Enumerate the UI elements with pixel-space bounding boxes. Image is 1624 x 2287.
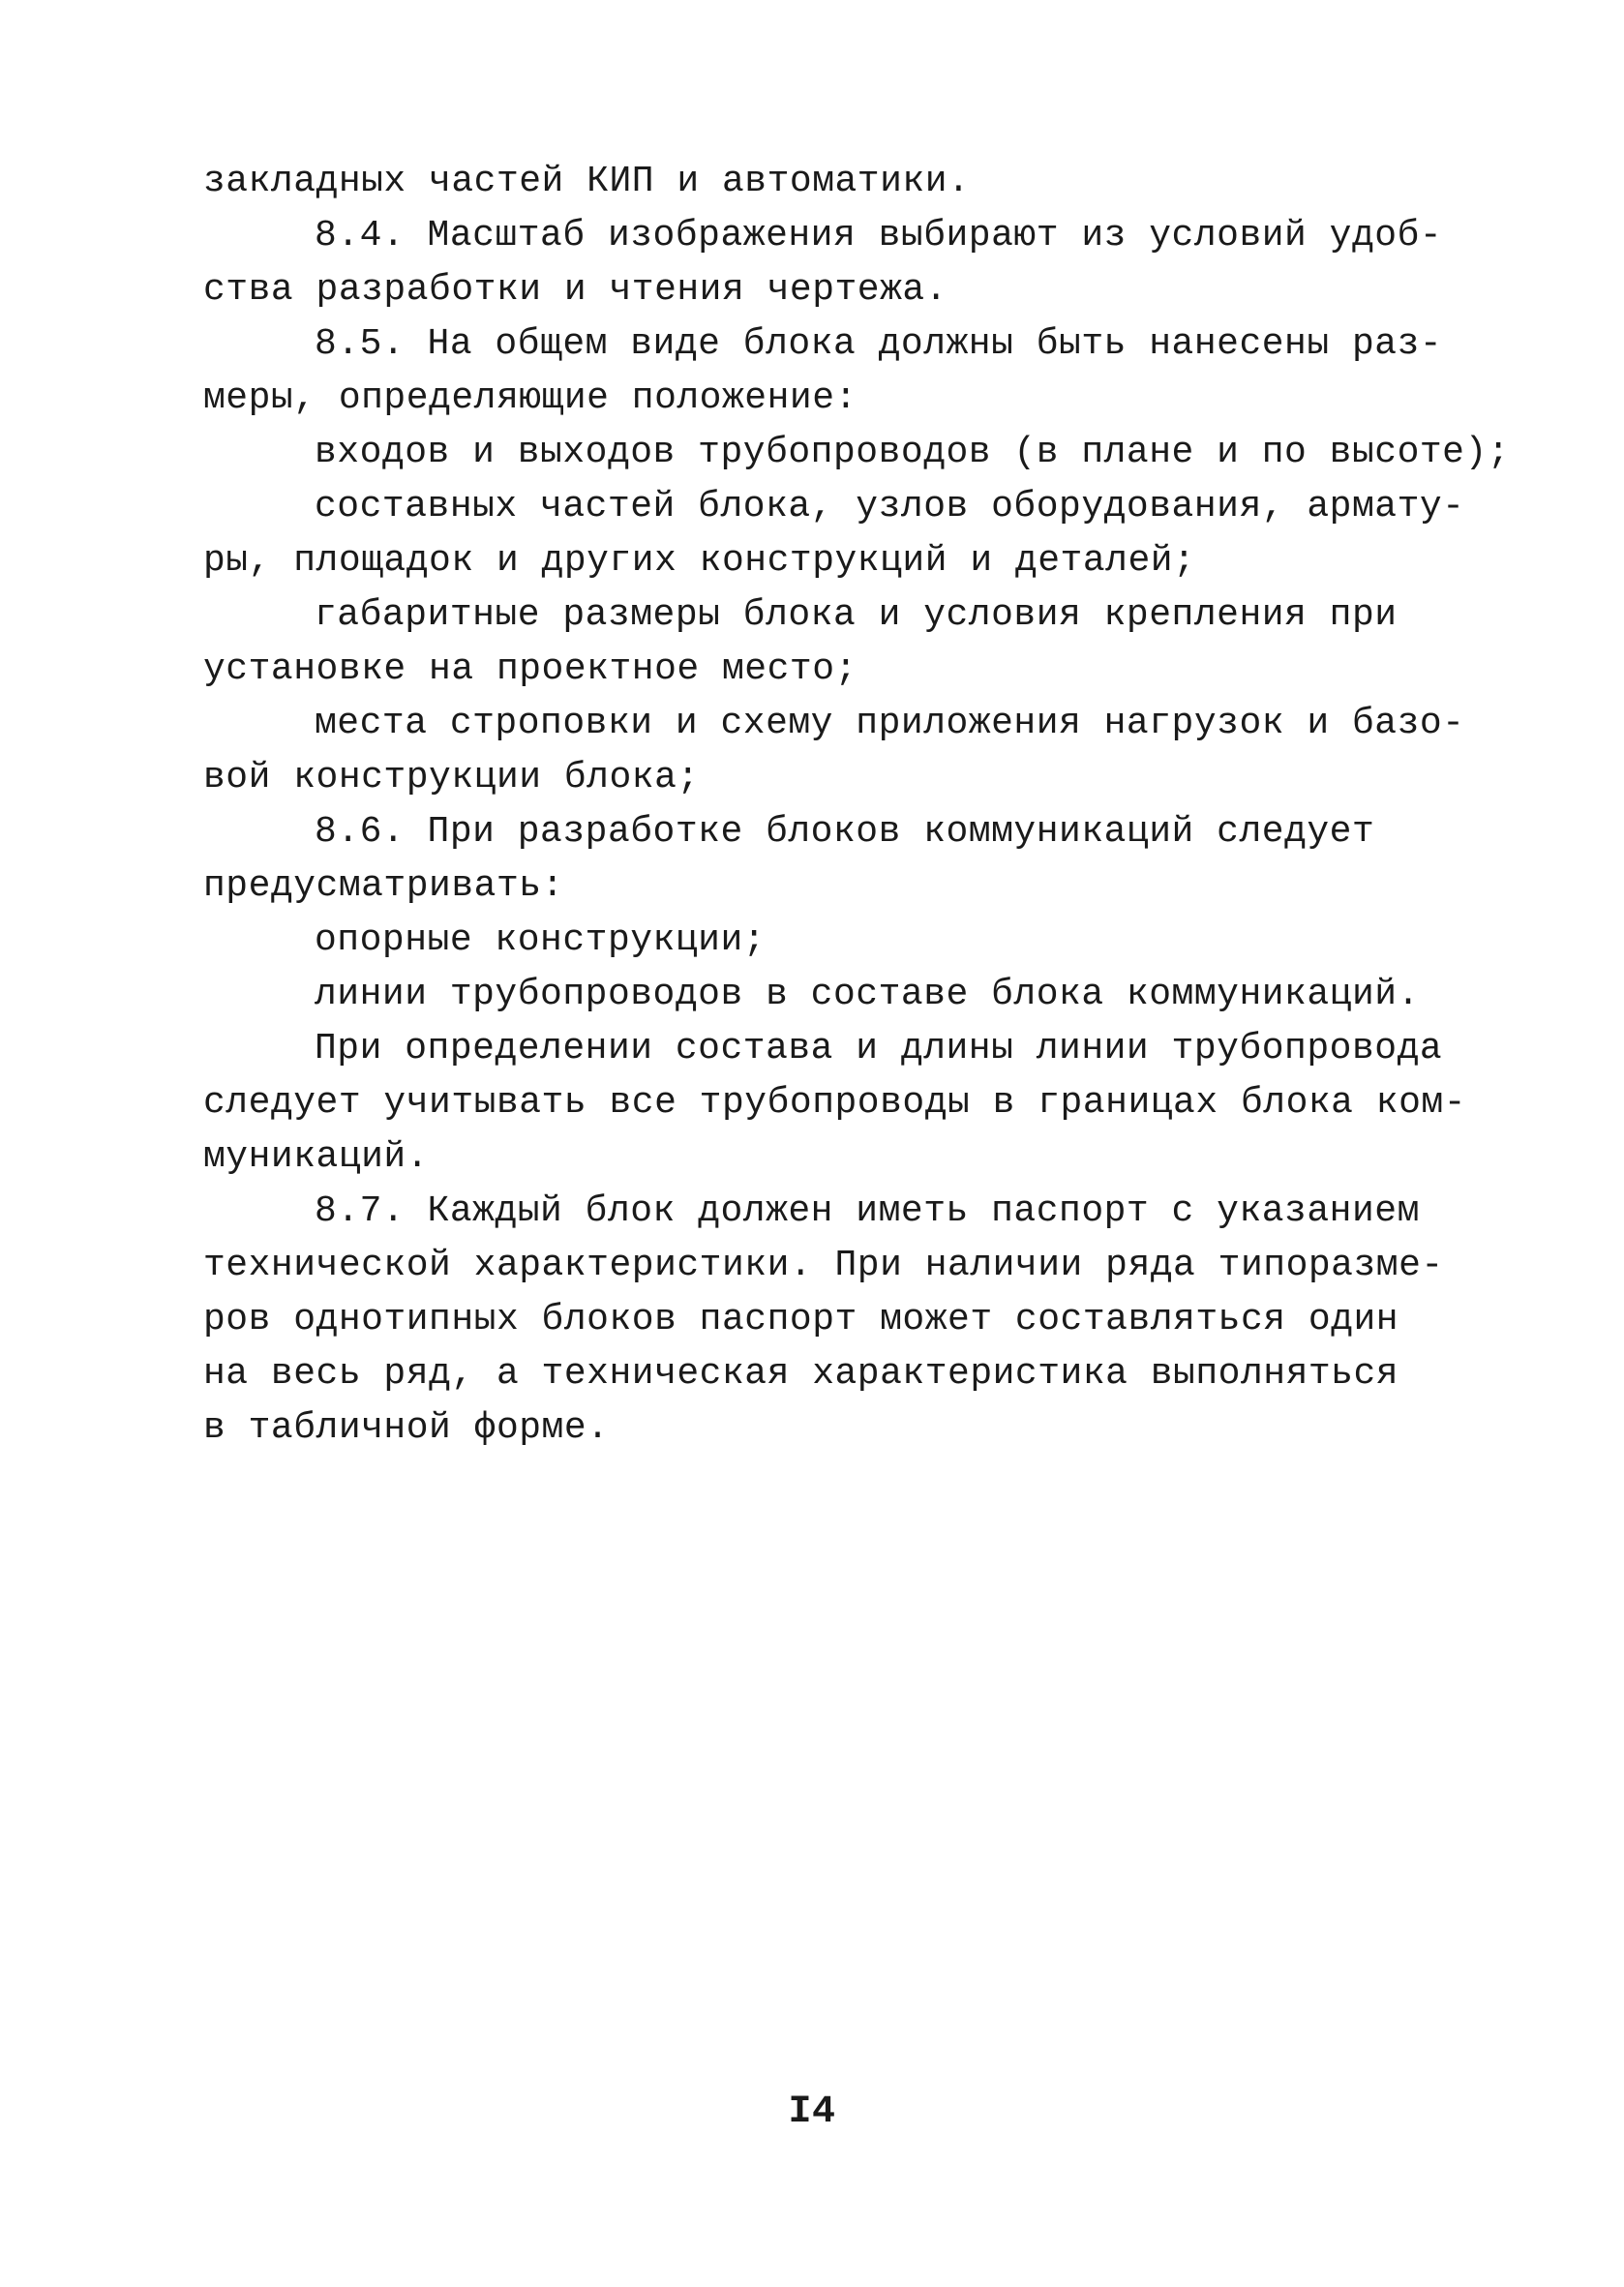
text-line: линии трубопроводов в составе блока коммуникаций. bbox=[315, 974, 1420, 1015]
page-number: I4 bbox=[788, 2091, 836, 2134]
text-line: технической характеристики. При наличии ряда типоразме- bbox=[203, 1245, 1444, 1286]
text-line: закладных частей КИП и автоматики. bbox=[203, 161, 971, 202]
text-line: в табличной форме. bbox=[203, 1407, 610, 1449]
text-line: предусматривать: bbox=[203, 865, 564, 907]
text-line: 8.4. Масштаб изображения выбирают из условий удоб- bbox=[315, 215, 1443, 256]
text-line: входов и выходов трубопроводов (в плане и по высоте); bbox=[315, 432, 1511, 473]
text-line: установке на проектное место; bbox=[203, 648, 857, 690]
text-line: составных частей блока, узлов оборудования, армату- bbox=[315, 486, 1465, 527]
text-line: места строповки и схему приложения нагрузок и базо- bbox=[315, 703, 1465, 744]
text-line: вой конструкции блока; bbox=[203, 757, 700, 798]
text-line: ры, площадок и других конструкций и деталей; bbox=[203, 540, 1196, 582]
text-line: меры, определяющие положение: bbox=[203, 377, 857, 419]
text-line: 8.6. При разработке блоков коммуникаций следует bbox=[315, 811, 1375, 853]
text-line: 8.5. На общем виде блока должны быть нанесены раз- bbox=[315, 323, 1443, 365]
text-line: ства разработки и чтения чертежа. bbox=[203, 269, 948, 311]
text-line: 8.7. Каждый блок должен иметь паспорт с указанием bbox=[315, 1190, 1420, 1232]
text-line: габаритные размеры блока и условия крепления при bbox=[315, 594, 1398, 636]
text-line: муникаций. bbox=[203, 1136, 430, 1178]
text-line: опорные конструкции; bbox=[315, 919, 767, 961]
text-line: ров однотипных блоков паспорт может составляться один bbox=[203, 1299, 1399, 1340]
text-line: При определении состава и длины линии трубопровода bbox=[315, 1028, 1443, 1069]
text-line: на весь ряд, а техническая характеристика выполняться bbox=[203, 1353, 1399, 1395]
text-line: следует учитывать все трубопроводы в границах блока ком- bbox=[203, 1082, 1467, 1124]
